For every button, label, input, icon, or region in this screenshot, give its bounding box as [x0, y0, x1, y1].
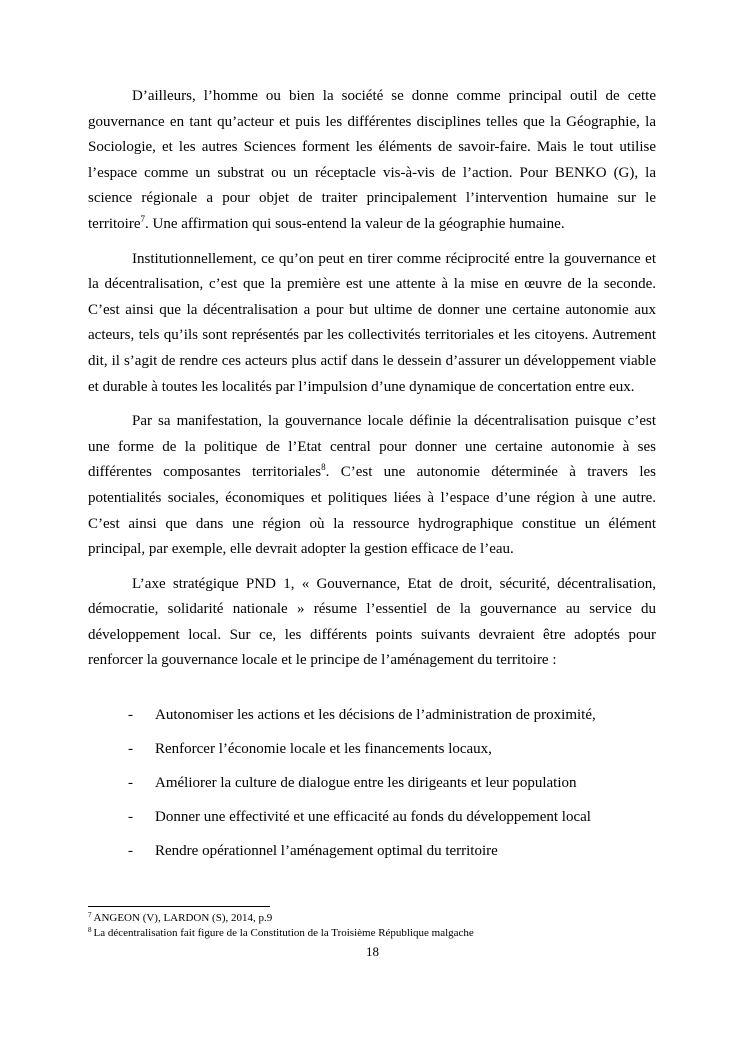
- list-item-text: Rendre opérationnel l’aménagement optimal du territoire: [155, 843, 498, 859]
- bullet-marker: -: [128, 741, 133, 757]
- footnote-separator: [88, 906, 270, 907]
- paragraph-3-text-end: . C’est une autonomie déterminée à travers les potentialités sociales, économiques et politiques liées à l’espace d’une région à une autre. C’est ainsi que dans une région où la ressource hydrographique constitue un élément principal, par exemple, elle devrait adopter la gestion efficace de l’eau.: [88, 464, 656, 558]
- page-number: 18: [366, 944, 379, 959]
- bullet-marker: -: [128, 809, 133, 825]
- bullet-marker: -: [128, 843, 133, 859]
- list-item-text: Améliorer la culture de dialogue entre les dirigeants et leur population: [155, 775, 577, 791]
- list-item-text: Autonomiser les actions et les décisions de l’administration de proximité,: [155, 707, 596, 723]
- footnote-text: La décentralisation fait figure de la Constitution de la Troisième République malgache: [93, 927, 474, 939]
- list-item-text: Donner une effectivité et une efficacité au fonds du développement local: [155, 809, 591, 825]
- page-body: [88, 84, 656, 859]
- footnote-number: 8: [88, 926, 92, 934]
- paragraph-4: L’axe stratégique PND 1, « Gouvernance, Etat de droit, sécurité, décentralisation, démocratie, solidarité nationale » résume l’essentiel de la gouvernance au service du développement local. Sur ce, les différents points suivants devraient être adoptés pour renforcer la gouvernance locale et le principe de l’aménagement du territoire :: [88, 575, 656, 669]
- paragraph-2: Institutionnellement, ce qu’on peut en tirer comme réciprocité entre la gouvernance et la décentralisation, c’est que la première est une attente à la mise en œuvre de la seconde. C’est ainsi que la décentralisation a pour but ultime de donner une certaine autonomie aux acteurs, tels qu’ils sont représentés par les collectivités territoriales et les citoyens. Autrement dit, il s’agit de rendre ces acteurs plus actif dans le dessein d’assurer un développement viable et durable à toutes les localités par l’impulsion d’une dynamique de concertation entre eux.: [88, 250, 656, 395]
- paragraph-1-text: D’ailleurs, l’homme ou bien la société se donne comme principal outil de cette gouvernance en tant qu’acteur et puis les différentes disciplines telles que la Géographie, la Sociologie, et les autres Sciences forment les éléments de savoir-faire. Mais le tout utilise l’espace comme un substrat ou un réceptacle vis-à-vis de l’action. Pour BENKO (G), la science régionale a pour objet de traiter principalement l’intervention humaine sur le territoire: [88, 88, 656, 232]
- footnote-ref-7[interactable]: 7: [140, 213, 145, 224]
- bullet-marker: -: [128, 707, 133, 723]
- footnote-ref-8[interactable]: 8: [321, 462, 326, 473]
- bullet-marker: -: [128, 775, 133, 791]
- footnote-8: [88, 926, 656, 941]
- footnote-text: ANGEON (V), LARDON (S), 2014, p.9: [93, 912, 273, 924]
- paragraph-1: [88, 84, 656, 238]
- paragraph-1-text-end: . Une affirmation qui sous-entend la valeur de la géographie humaine.: [144, 215, 565, 232]
- footnotes: [88, 911, 656, 941]
- paragraph-3: [88, 409, 656, 563]
- footnote-7: [88, 911, 656, 926]
- footnote-number: 7: [88, 911, 92, 919]
- list-item-text: Renforcer l’économie locale et les financements locaux,: [155, 741, 492, 757]
- paragraph-3-text: Par sa manifestation, la gouvernance locale définie la décentralisation puisque c’est une forme de la politique de l’Etat central pour donner une certaine autonomie à ses différentes composantes territoriales: [88, 413, 656, 481]
